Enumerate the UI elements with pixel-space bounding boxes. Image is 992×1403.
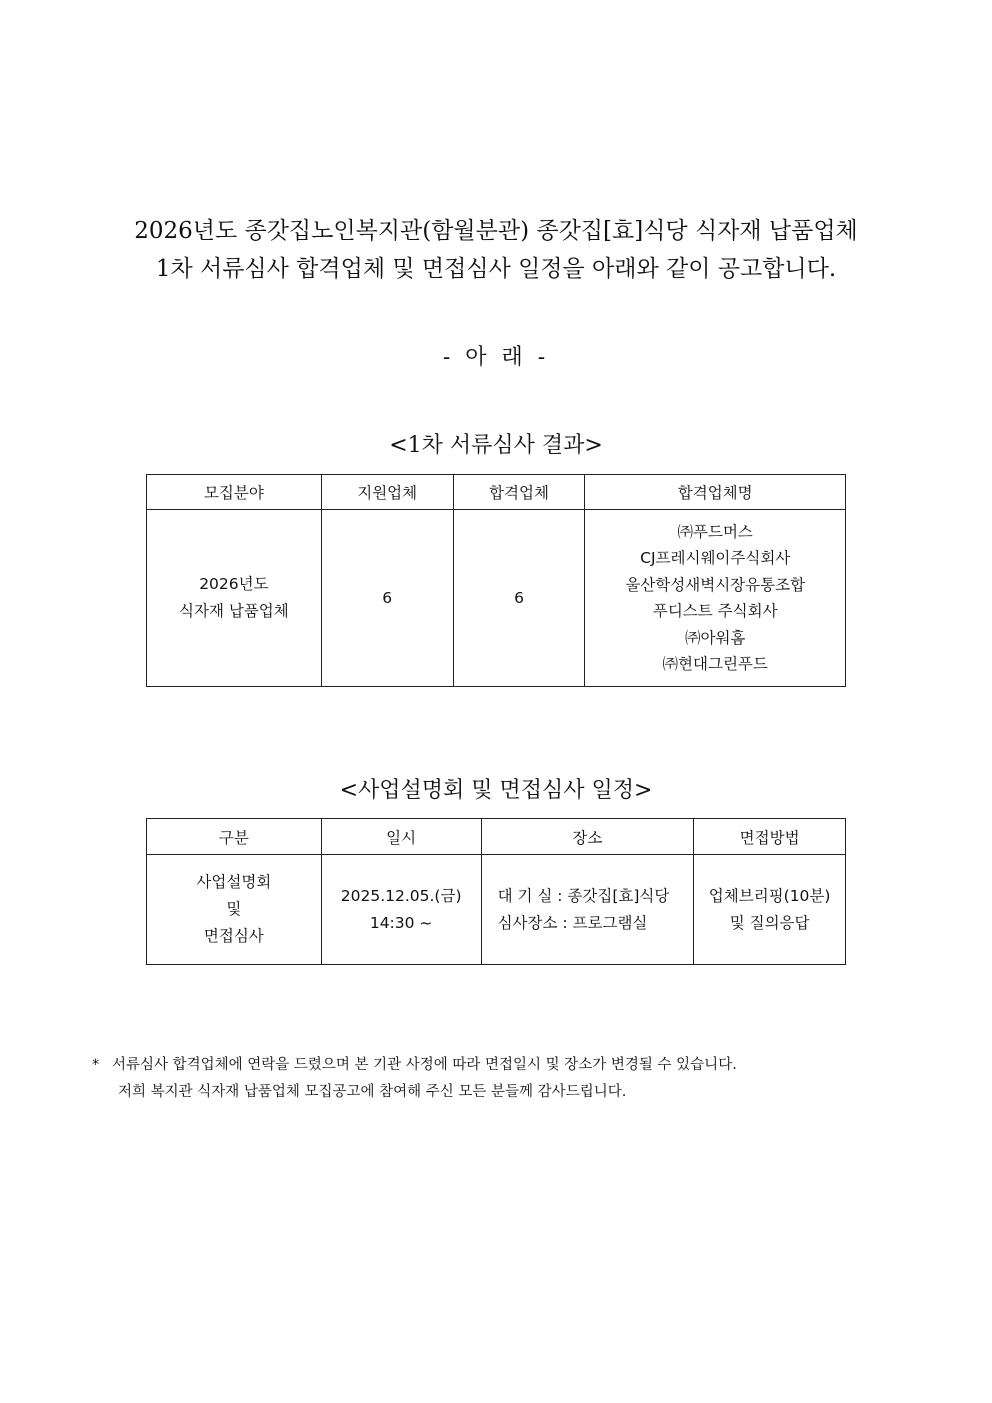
footnote-marker: * — [92, 1057, 100, 1073]
schedule-table — [146, 818, 846, 965]
recruit-field-cell — [147, 510, 322, 687]
header-passed: 합격업체 — [453, 475, 585, 510]
header-method: 면접방법 — [694, 819, 846, 855]
table-row — [147, 510, 846, 687]
header-place: 장소 — [481, 819, 694, 855]
list-item: 푸디스트 주식회사 — [652, 602, 778, 620]
method-line-2: 및 질의응답 — [729, 913, 810, 932]
list-item: ㈜푸드머스 — [677, 522, 753, 541]
screening-result-table — [146, 474, 846, 687]
datetime-cell — [321, 855, 481, 965]
table-row — [147, 855, 846, 965]
list-item: CJ프레시웨이주식회사 — [640, 549, 791, 567]
header-datetime: 일시 — [321, 819, 481, 855]
datetime-date: 2025.12.05.(금) — [340, 886, 462, 905]
field-line-1: 2026년도 — [199, 575, 269, 593]
method-line-1: 업체브리핑(10분) — [708, 886, 831, 905]
header-recruit-field: 모집분야 — [147, 475, 322, 510]
footnote — [92, 1052, 912, 1106]
category-line-2: 및 — [226, 900, 242, 918]
waiting-room: 대 기 실 : 종갓집[효]식당 — [497, 886, 670, 905]
category-line-1: 사업설명회 — [196, 873, 272, 891]
applicants-count: 6 — [321, 510, 453, 687]
header-passed-names: 합격업체명 — [585, 475, 846, 510]
category-cell — [147, 855, 322, 965]
below-label: - 아 래 - — [442, 345, 550, 370]
category-line-3: 면접심사 — [203, 927, 264, 945]
passed-company-list — [585, 510, 846, 687]
place-cell — [481, 855, 694, 965]
intro-line-1: 2026년도 종갓집노인복지관(함월분관) 종갓집[효]식당 식자재 납품업체 — [134, 218, 858, 244]
field-line-2: 식자재 납품업체 — [179, 602, 289, 620]
footnote-line-2: 저희 복지관 식자재 납품업체 모집공고에 참여해 주신 모든 분들께 감사드립니다. — [118, 1084, 627, 1100]
header-applicants: 지원업체 — [321, 475, 453, 510]
intro-line-2: 1차 서류심사 합격업체 및 면접심사 일정을 아래와 같이 공고합니다. — [155, 256, 837, 282]
footnote-text-1: 서류심사 합격업체에 연락을 드렸으며 본 기관 사정에 따라 면접일시 및 장소가 변경될 수 있습니다. — [112, 1057, 737, 1073]
method-cell — [694, 855, 846, 965]
footnote-line-1 — [92, 1052, 912, 1079]
interview-room: 심사장소 : 프로그램실 — [497, 913, 648, 932]
screening-result-title: <1차 서류심사 결과> — [389, 433, 603, 458]
header-category: 구분 — [147, 819, 322, 855]
list-item: ㈜현대그린푸드 — [662, 655, 768, 673]
list-item: 울산학성새벽시장유통조합 — [625, 575, 806, 594]
passed-count: 6 — [453, 510, 585, 687]
table-header-row — [147, 475, 846, 510]
list-item: ㈜아워홈 — [684, 628, 746, 647]
table-header-row — [147, 819, 846, 855]
announcement-intro — [0, 212, 992, 288]
schedule-title: <사업설명회 및 면접심사 일정> — [339, 778, 653, 803]
datetime-time: 14:30 ~ — [369, 913, 433, 932]
